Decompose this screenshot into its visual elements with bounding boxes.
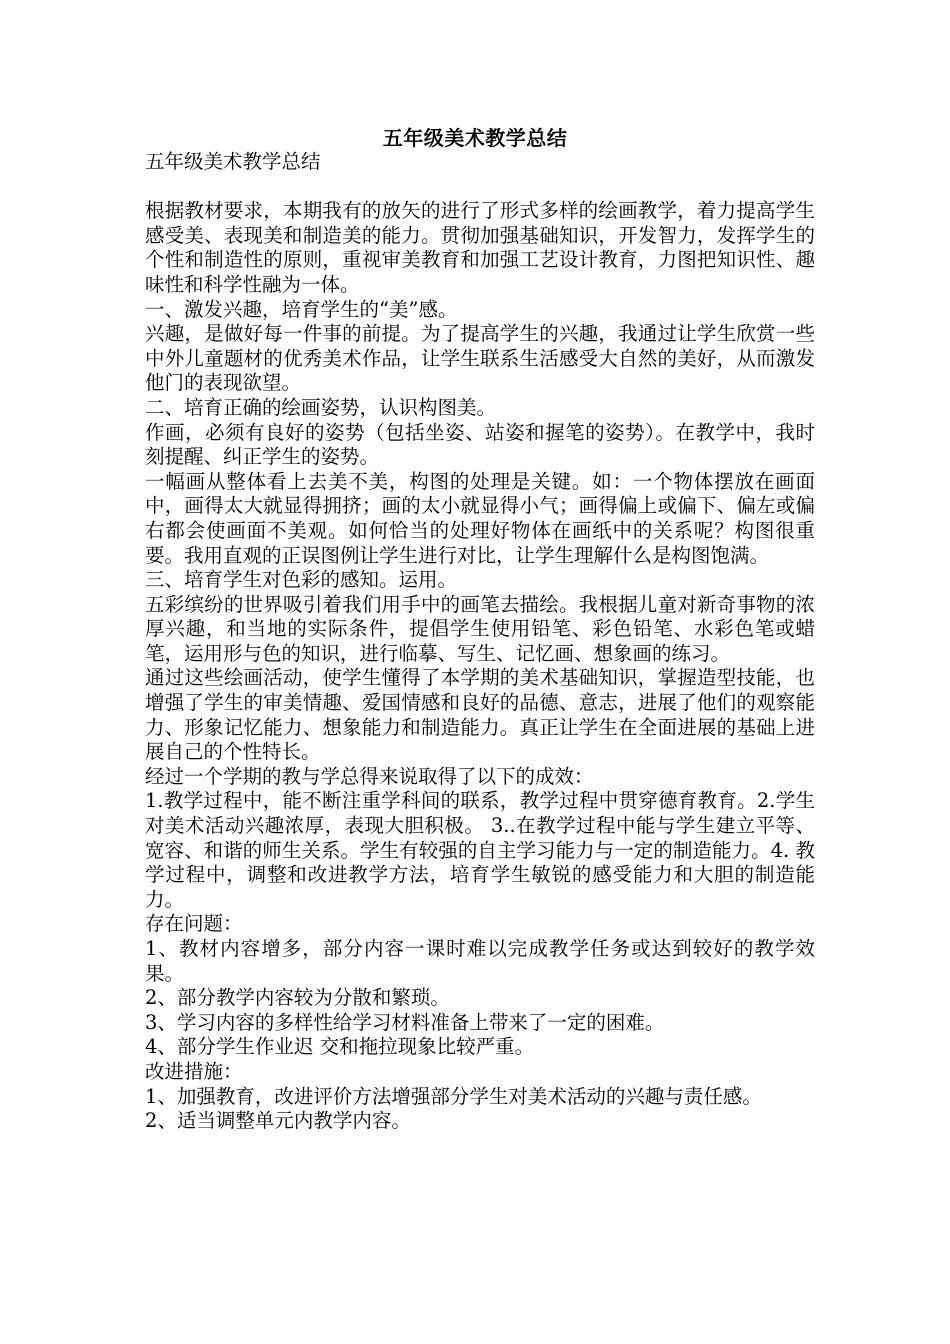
document-subtitle: 五年级美术教学总结 <box>145 150 321 173</box>
list-item: 4、部分学生作业迟 交和拖拉现象比较严重。 <box>145 1035 535 1059</box>
blank-line <box>145 175 815 200</box>
document-body <box>145 150 815 1134</box>
paragraph: 经过一个学期的教与学总得来说取得了以下的成效： <box>145 764 594 788</box>
paragraph: 兴趣，是做好每一件事的前提。为了提高学生的兴趣，我通过让学生欣赏一些中外儿童题材的优秀美术作品，让学生联系生活感受大自然的美好，从而激发他门的表现欲望。 <box>145 322 815 395</box>
paragraph: 1.教学过程中，能不断注重学科间的联系，教学过程中贯穿德育教育。2.学生对美术活动兴趣浓厚，表现大胆积极。 3..在教学过程中能与学生建立平等、宽容、和谐的师生关系。学生有较强的自主学习能力与一定的制造能力。4. 教学过程中，调整和改进教学方法，培育学生敏锐的感受能力和大胆的制造能力。 <box>145 789 815 911</box>
list-item: 1、教材内容增多，部分内容一课时难以完成教学任务或达到较好的教学效果。 <box>145 937 815 985</box>
document-title: 五年级美术教学总结 <box>382 126 568 150</box>
paragraph: 一幅画从整体看上去美不美，构图的处理是关键。如：一个物体摆放在画面中，画得太大就显得拥挤；画的太小就显得小气；画得偏上或偏下、偏左或偏右都会使画面不美观。如何恰当的处理好物体在画纸中的关系呢？构图很重要。我用直观的正误图例让学生进行对比，让学生理解什么是构图饱满。 <box>145 469 815 567</box>
list-item: 1、加强教育，改进评价方法增强部分学生对美术活动的兴趣与责任感。 <box>145 1084 762 1108</box>
list-item: 3、学习内容的多样性给学习材料准备上带来了一定的困难。 <box>145 1010 665 1034</box>
paragraph: 五彩缤纷的世界吸引着我们用手中的画笔去描绘。我根据儿童对新奇事物的浓厚兴趣，和当地的实际条件，提倡学生使用铅笔、彩色铅笔、水彩色笔或蜡笔，运用形与色的知识，进行临摹、写生、记忆画、想象画的练习。 <box>145 592 815 665</box>
list-item: 2、适当调整单元内教学内容。 <box>145 1109 411 1133</box>
list-item: 2、部分教学内容较为分散和繁琐。 <box>145 986 450 1010</box>
section-heading: 一、激发兴趣，培育学生的“美”感。 <box>145 297 458 321</box>
section-heading: 二、培育正确的绘画姿势，认识构图美。 <box>145 395 497 419</box>
section-heading: 改进措施： <box>145 1059 243 1083</box>
section-heading: 三、培育学生对色彩的感知。运用。 <box>145 568 458 592</box>
paragraph: 根据教材要求，本期我有的放矢的进行了形式多样的绘画教学，着力提高学生感受美、表现美和制造美的能力。贯彻加强基础知识，开发智力，发挥学生的个性和制造性的原则，重视审美教育和加强工艺设计教育，力图把知识性、趣味性和科学性融为一体。 <box>145 199 815 296</box>
section-heading: 存在问题： <box>145 912 243 936</box>
paragraph: 作画，必须有良好的姿势（包括坐姿、站姿和握笔的姿势）。在教学中，我时刻提醒、纠正学生的姿势。 <box>145 420 815 469</box>
paragraph: 通过这些绘画活动，使学生懂得了本学期的美术基础知识，掌握造型技能，也增强了学生的审美情趣、爱国情感和良好的品德、意志，进展了他们的观察能力、形象记忆能力、想象能力和制造能力。真正让学生在全面进展的基础上进展自己的个性特长。 <box>145 666 815 764</box>
